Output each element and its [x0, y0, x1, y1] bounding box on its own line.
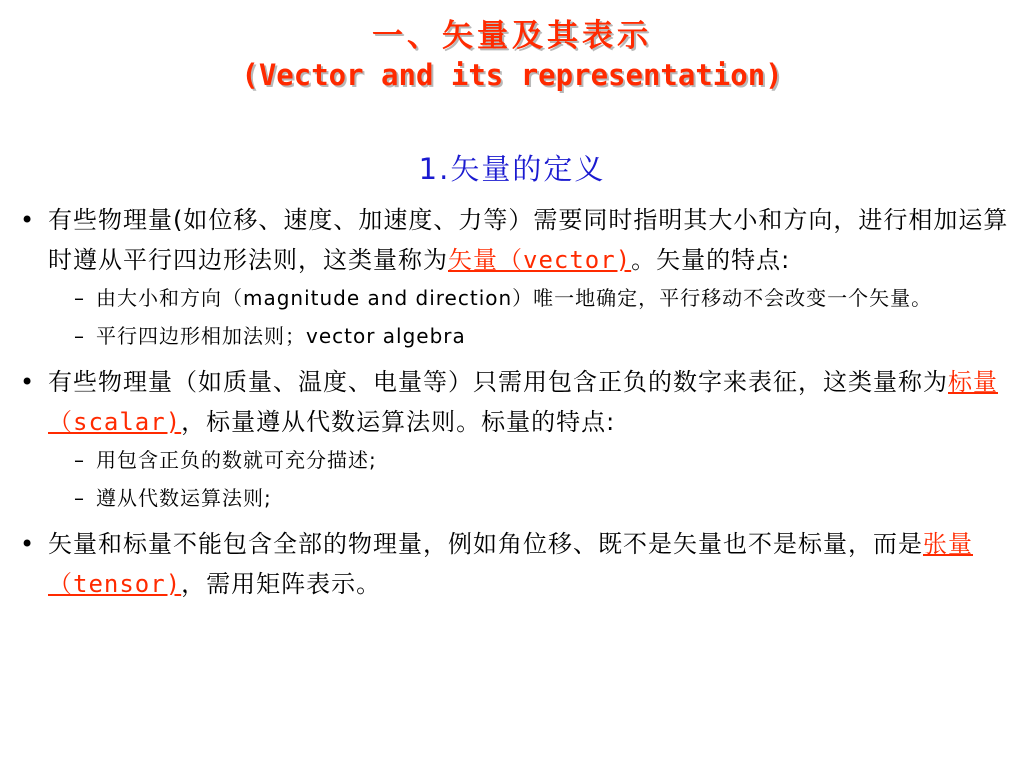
bullet-scalar-tail: ，标量遵从代数运算法则。标量的特点: — [181, 408, 616, 436]
bullet-tensor — [18, 524, 1014, 604]
bullet-vector-text: 有些物理量(如位移、速度、加速度、力等）需要同时指明其大小和方向，进行相加运算时遵从平行四边形法则，这类量称为 — [48, 206, 1009, 274]
bullet-scalar — [18, 362, 1014, 442]
sub-item-scalar-algebra: – 遵从代数运算法则; — [18, 482, 1014, 514]
slide-title-chinese: 一、矢量及其表示 — [372, 18, 652, 54]
bullet-vector — [18, 200, 1014, 280]
term-vector: 矢量（vector) — [448, 246, 632, 274]
bullet-tensor-tail: ，需用矩阵表示。 — [181, 570, 382, 598]
sub-item-scalar-numbers: – 用包含正负的数就可充分描述; — [18, 444, 1014, 476]
bullet-tensor-text: 矢量和标量不能包含全部的物理量，例如角位移、既不是矢量也不是标量，而是 — [48, 530, 923, 558]
sub-item-vector-algebra: – 平行四边形相加法则；vector algebra — [18, 320, 1014, 352]
bullet-scalar-text: 有些物理量（如质量、温度、电量等）只需用包含正负的数字来表征，这类量称为 — [48, 368, 948, 396]
sub-item-vector-magnitude: – 由大小和方向（magnitude and direction）唯一地确定，平行移动不会改变一个矢量。 — [18, 282, 1014, 314]
bullet-vector-tail: 。矢量的特点: — [631, 246, 791, 274]
section-heading: 1.矢量的定义 — [418, 152, 606, 186]
term-scalar: 标量（scalar) — [48, 368, 998, 436]
slide-body — [18, 200, 1014, 606]
term-tensor: 张量（tensor) — [48, 530, 973, 598]
slide-title-english: (Vector and its representation) — [241, 58, 783, 92]
